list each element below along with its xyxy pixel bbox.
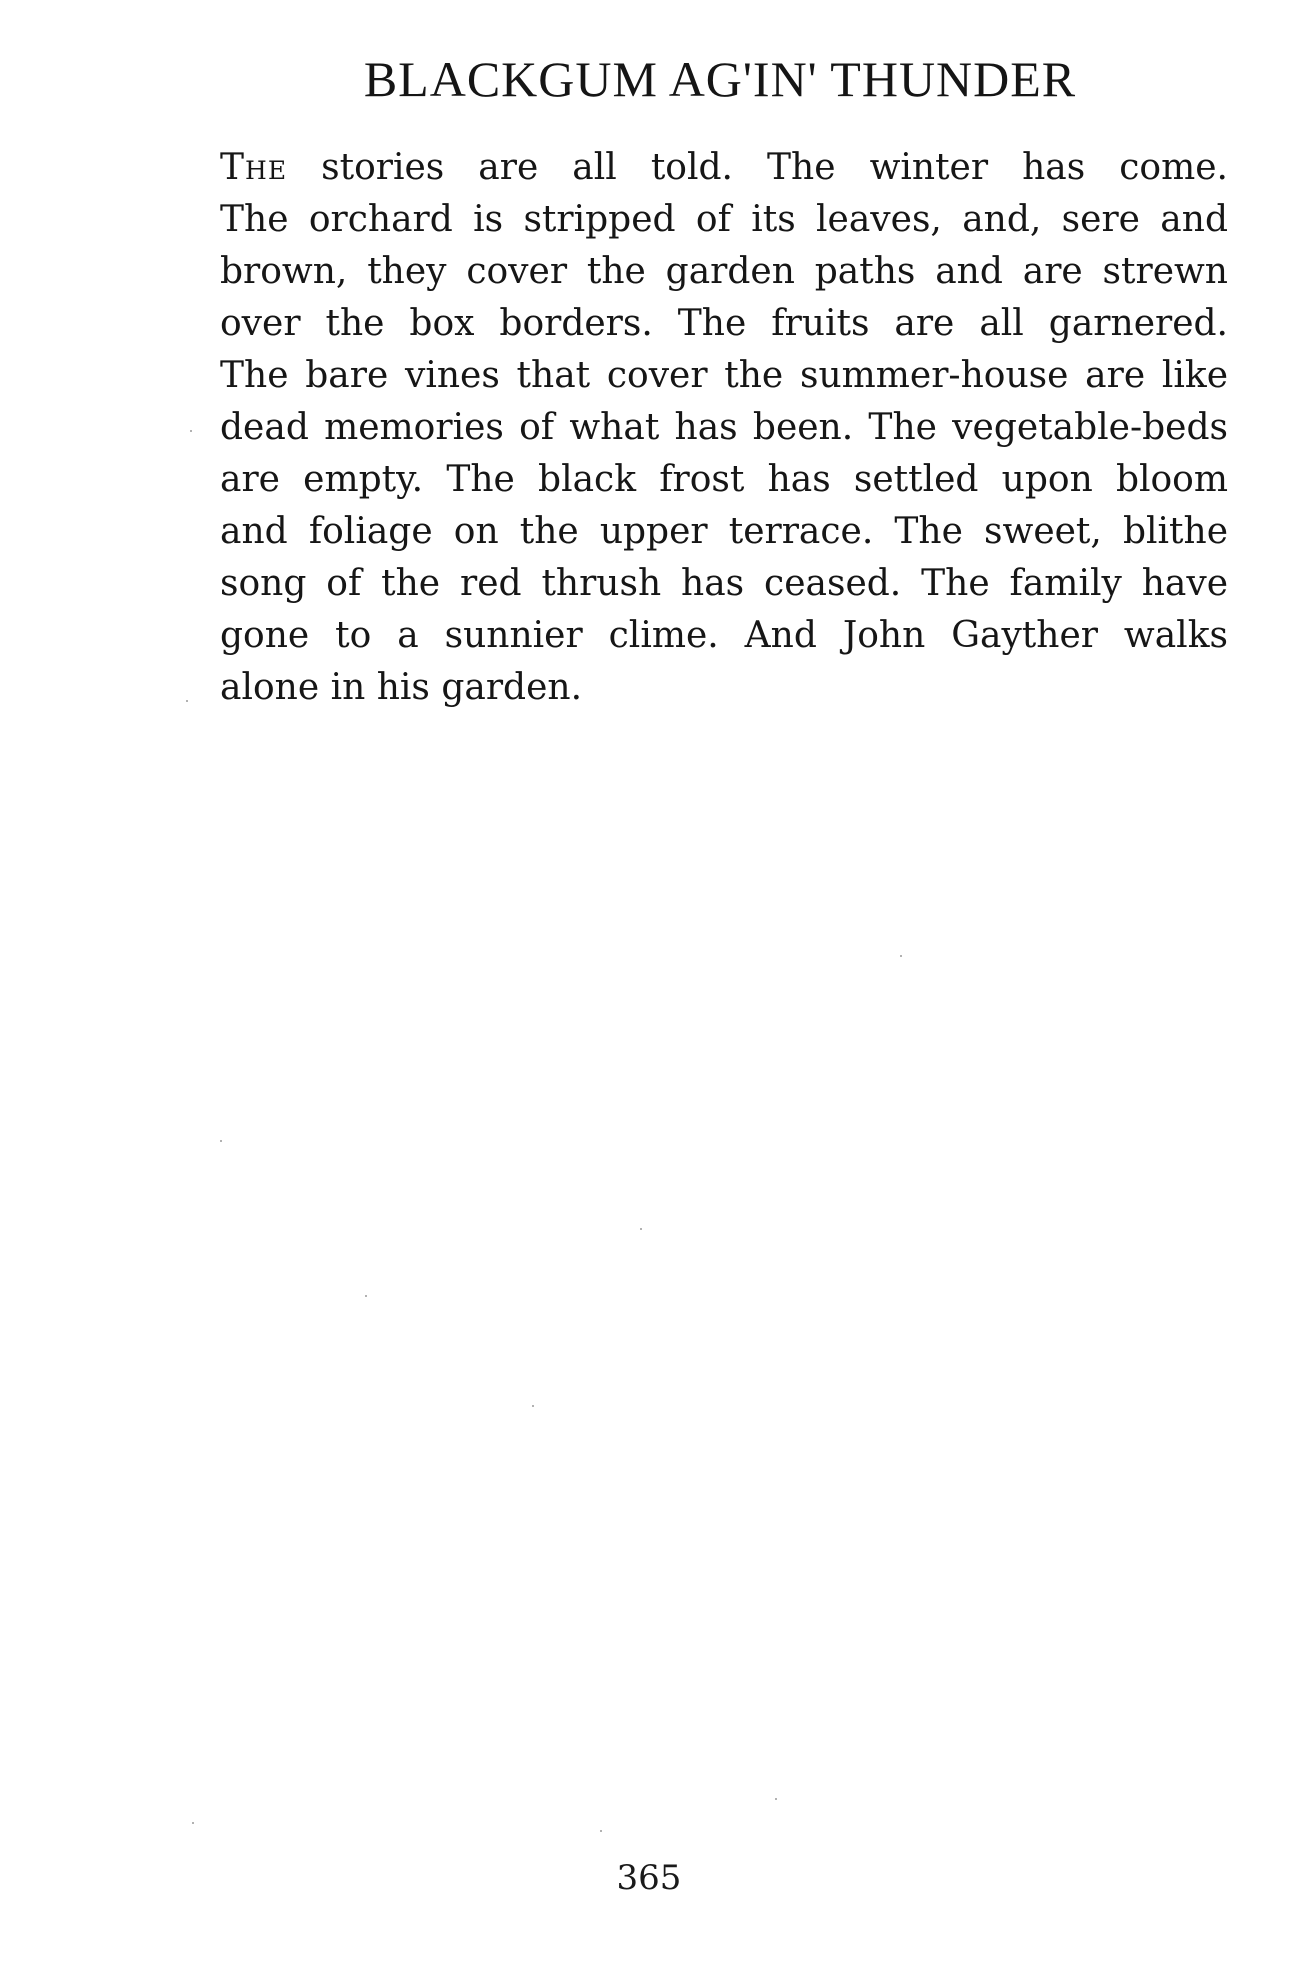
scan-speck: [186, 700, 188, 702]
scan-speck: [220, 1140, 222, 1142]
text-line: The stories are all told. The winter has come.: [220, 147, 1228, 188]
paragraph: [220, 142, 1228, 714]
text-line: The orchard is stripped of its leaves, and, sere and: [220, 199, 1228, 240]
text-line: dead memories of what has been. The vegetable-beds: [220, 407, 1228, 448]
scan-speck: [640, 1228, 642, 1230]
page-number: 365: [616, 1858, 682, 1898]
scan-speck: [192, 1822, 194, 1824]
scan-speck: [190, 430, 192, 432]
scan-speck: [532, 1405, 534, 1407]
text-line: over the box borders. The fruits are all garnered.: [220, 303, 1228, 344]
scan-speck: [600, 1830, 602, 1832]
lead-word: The: [220, 147, 288, 188]
text-line: alone in his garden.: [220, 667, 583, 708]
scan-speck: [365, 1295, 367, 1297]
running-head: BLACKGUM AG'IN' THUNDER: [363, 51, 1077, 107]
text-line: are empty. The black frost has settled upon bloom: [220, 459, 1228, 500]
scan-speck: [775, 1798, 777, 1800]
text-line: gone to a sunnier clime. And John Gayther walks: [220, 615, 1228, 656]
text-line: The bare vines that cover the summer-house are like: [220, 355, 1228, 396]
text-line: brown, they cover the garden paths and are strewn: [220, 251, 1228, 292]
text-line: song of the red thrush has ceased. The family have: [220, 563, 1228, 604]
scan-speck: [900, 955, 902, 957]
text-line: and foliage on the upper terrace. The sweet, blithe: [220, 511, 1228, 552]
